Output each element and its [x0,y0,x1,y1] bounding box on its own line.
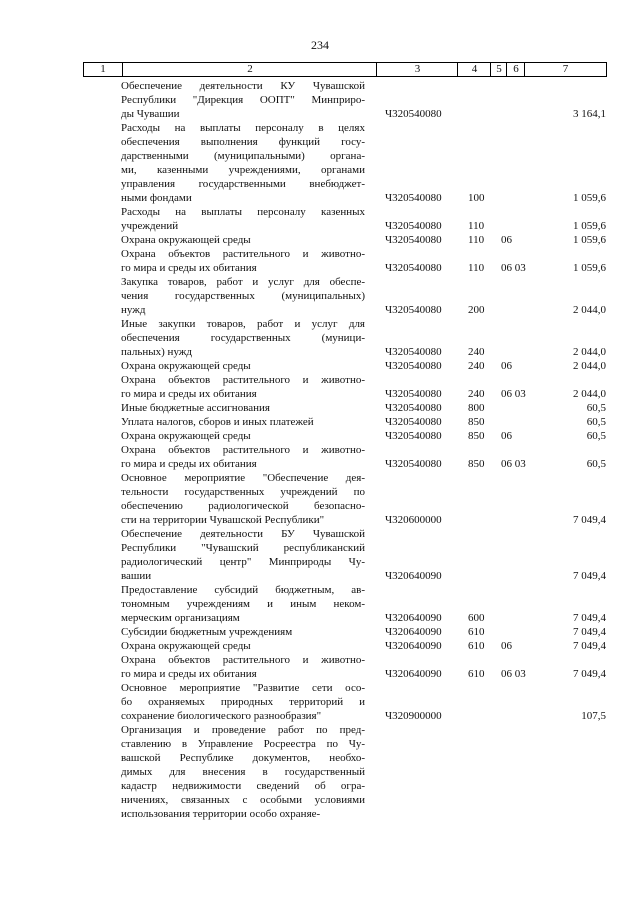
description-line: ставлению в Управление Росреестра по Чу- [121,738,365,750]
row-code: Ч320640090 [385,612,442,624]
description-line: дарственными (муниципальными) органа- [121,150,365,162]
row-expense-type: 240 [468,360,485,372]
row-expense-type: 110 [468,262,485,274]
description-line: бо охраняемых природных территорий и [121,696,365,708]
header-col-5: 5 [490,63,507,76]
description-line: Основное мероприятие "Развитие сети осо- [121,682,365,694]
row-amount: 1 059,6 [573,220,606,232]
row-code: Ч320540080 [385,430,442,442]
row-description [121,443,365,471]
row-expense-type: 240 [468,346,485,358]
description-line: пальных) нужд [121,346,193,358]
row-code: Ч320540080 [385,346,442,358]
row-description [121,639,365,653]
row-code: Ч320540080 [385,234,442,246]
description-line: Основное мероприятие "Обеспечение дея- [121,472,365,484]
description-line: го мира и среды их обитания [121,668,257,680]
description-line: нужд [121,304,146,316]
description-line: го мира и среды их обитания [121,388,257,400]
table-header [83,62,607,77]
row-expense-type: 850 [468,430,485,442]
row-description [121,79,365,121]
row-amount: 7 049,4 [573,668,606,680]
page-number: 234 [311,38,329,52]
row-description [121,275,365,317]
description-line: ничениях, связанных с особыми условиями [121,794,365,806]
description-line: сохранение биологического разнообразия" [121,710,322,722]
row-code: Ч320540080 [385,192,442,204]
row-code: Ч320540080 [385,262,442,274]
row-amount: 2 044,0 [573,360,606,372]
row-description [121,653,365,681]
description-line: Закупка товаров, работ и услуг для обеспе- [121,276,365,288]
row-expense-type: 610 [468,640,485,652]
row-section: 06 03 [501,668,526,680]
row-amount: 60,5 [586,430,606,442]
description-line: обеспечения государственных (муници- [121,332,365,344]
description-line: Иные бюджетные ассигнования [121,402,270,414]
description-line: Охрана объектов растительного и животно- [121,374,365,386]
row-description [121,723,365,821]
row-expense-type: 100 [468,192,485,204]
row-section: 06 [501,360,512,372]
description-line: сти на территории Чувашской Республики" [121,514,325,526]
row-amount: 1 059,6 [573,192,606,204]
description-line: Иные закупки товаров, работ и услуг для [121,318,365,330]
row-expense-type: 610 [468,668,485,680]
header-col-1: 1 [100,63,106,75]
row-code: Ч320540080 [385,416,442,428]
row-amount: 107,5 [581,710,606,722]
description-line: Организация и проведение работ по пред- [121,724,365,736]
row-code: Ч320540080 [385,402,442,414]
row-code: Ч320640090 [385,626,442,638]
row-amount: 7 049,4 [573,626,606,638]
description-line: Уплата налогов, сборов и иных платежей [121,416,314,428]
description-line: димых для внесения в государственный [121,766,365,778]
description-line: Предоставление субсидий бюджетным, ав- [121,584,365,596]
description-line: Субсидии бюджетным учреждениям [121,626,293,638]
row-code: Ч320540080 [385,458,442,470]
description-line: мерческим организациям [121,612,240,624]
row-description [121,471,365,527]
row-description [121,205,365,233]
description-line: тономным учреждениям и иным неком- [121,598,365,610]
row-code: Ч320540080 [385,220,442,232]
row-code: Ч320600000 [385,514,442,526]
description-line: Расходы на выплаты персоналу в целях [121,122,365,134]
row-expense-type: 110 [468,220,485,232]
row-description [121,247,365,275]
row-section: 06 03 [501,458,526,470]
row-section: 06 [501,640,512,652]
header-col-3: 3 [376,63,458,76]
description-line: тельности государственных учреждений по [121,486,365,498]
row-amount: 7 049,4 [573,514,606,526]
row-expense-type: 610 [468,626,485,638]
row-code: Ч320540080 [385,388,442,400]
header-col-2: 2 [122,63,377,76]
description-line: Республики "Чувашский республиканский [121,542,365,554]
row-code: Ч320640090 [385,668,442,680]
description-line: вашской Республике документов, необхо- [121,752,365,764]
row-description [121,625,365,639]
description-line: учреждений [121,220,179,232]
row-code: Ч320540080 [385,304,442,316]
description-line: Охрана окружающей среды [121,360,251,372]
row-amount: 1 059,6 [573,234,606,246]
row-code: Ч320540080 [385,108,442,120]
row-section: 06 [501,234,512,246]
row-code: Ч320640090 [385,570,442,582]
row-description [121,527,365,583]
row-description [121,373,365,401]
description-line: Охрана окружающей среды [121,234,251,246]
row-expense-type: 800 [468,402,485,414]
description-line: вашии [121,570,152,582]
description-line: чения государственных (муниципальных) [121,290,365,302]
row-expense-type: 850 [468,416,485,428]
row-amount: 60,5 [586,458,606,470]
row-amount: 60,5 [586,402,606,414]
row-expense-type: 850 [468,458,485,470]
row-description [121,121,365,205]
row-amount: 60,5 [586,416,606,428]
row-expense-type: 240 [468,388,485,400]
description-line: ными фондами [121,192,192,204]
row-section: 06 03 [501,262,526,274]
row-amount: 1 059,6 [573,262,606,274]
description-line: использования территории особо охраняе- [121,808,321,820]
description-line: Обеспечение деятельности КУ Чувашской [121,80,365,92]
description-line: управления государственными внебюджет- [121,178,365,190]
description-line: ми, казенными учреждениями, органами [121,164,365,176]
row-amount: 7 049,4 [573,640,606,652]
description-line: обеспечения выполнения функций госу- [121,136,365,148]
row-amount: 3 164,1 [573,108,606,120]
row-amount: 2 044,0 [573,304,606,316]
row-description [121,429,365,443]
row-description [121,317,365,359]
description-line: кадастр недвижимости сведений об огра- [121,780,365,792]
description-line: Охрана объектов растительного и животно- [121,654,365,666]
description-line: го мира и среды их обитания [121,458,257,470]
description-line: ды Чувашии [121,108,180,120]
description-line: Охрана объектов растительного и животно- [121,444,365,456]
header-col-4: 4 [457,63,491,76]
row-amount: 7 049,4 [573,612,606,624]
row-description [121,359,365,373]
description-line: обеспечению радиологической безопасно- [121,500,365,512]
row-description [121,681,365,723]
description-line: радиологический центр" Минприроды Чу- [121,556,365,568]
row-expense-type: 200 [468,304,485,316]
row-code: Ч320900000 [385,710,442,722]
description-line: Охрана объектов растительного и животно- [121,248,365,260]
description-line: Охрана окружающей среды [121,430,251,442]
row-description [121,401,365,415]
row-code: Ч320640090 [385,640,442,652]
row-amount: 2 044,0 [573,346,606,358]
row-description [121,415,365,429]
description-line: Республики "Дирекция ООПТ" Минприро- [121,94,365,106]
row-code: Ч320540080 [385,360,442,372]
row-description [121,233,365,247]
description-line: Расходы на выплаты персоналу казенных [121,206,365,218]
row-description [121,583,365,625]
row-expense-type: 110 [468,234,485,246]
row-amount: 2 044,0 [573,388,606,400]
row-section: 06 [501,430,512,442]
row-amount: 7 049,4 [573,570,606,582]
description-line: Охрана окружающей среды [121,640,251,652]
header-col-7: 7 [524,63,606,76]
description-line: Обеспечение деятельности БУ Чувашской [121,528,365,540]
description-line: го мира и среды их обитания [121,262,257,274]
row-expense-type: 600 [468,612,485,624]
header-col-6: 6 [506,63,525,76]
row-section: 06 03 [501,388,526,400]
